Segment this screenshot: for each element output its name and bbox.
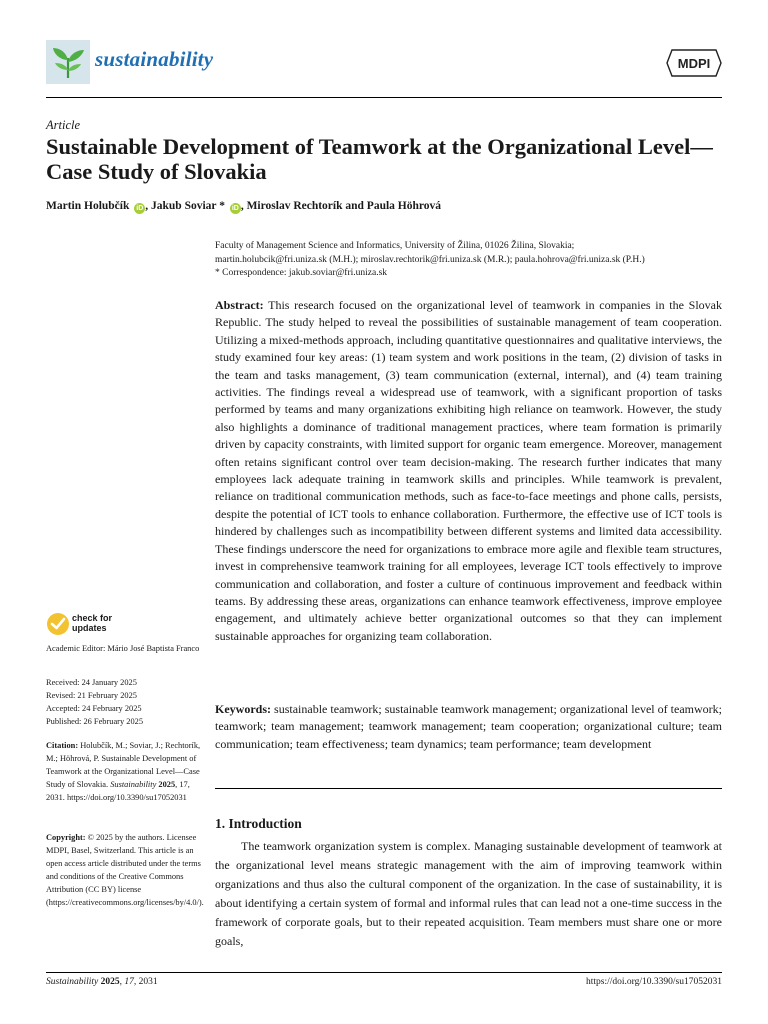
author-name[interactable]: Jakub Soviar *	[151, 200, 225, 212]
date-accepted: Accepted: 24 February 2025	[46, 704, 142, 713]
keywords	[215, 701, 722, 753]
keywords-text: sustainable teamwork; sustainable teamwork management; organizational level of teamwork; teamwork; team management; teamwork management; team cooperation; organizational culture; team communication; team effectiveness; team dynamics; team performance; team development	[215, 702, 722, 751]
publication-dates	[46, 676, 206, 728]
orcid-icon[interactable]: iD	[231, 205, 239, 212]
abstract-label: Abstract:	[215, 298, 264, 312]
abstract-text: This research focused on the organizational level of teamwork in companies in the Slovak Republic. The study helped to reveal the possibilities of sustainable management of team cooperation. Utilizing a mixed-methods approach, including quantitative questionnaires and qualitative interviews, the study examined four key areas: (1) team system and work positions in the team, (2) division of tasks in the team and tasks management, (3) team communication (external, internal), and (4) team training activities. The findings reveal a widespread use of teamwork, with a significant proportion of tasks performed by teams and many organizations exhibiting high reliance on teamwork. However, the study also highlights a dominance of traditional management practices, where team formation is primarily driven by capacity constraints, with limited support for organic team emergence. Moreover, management often retains significant control over team decision-making. The research further indicates that many employees lack adequate training in teamwork skills and principles. While teamwork is prevalent, reliance on traditional communication methods, such as face-to-face meetings and phone calls, persists, despite the potential of ICT tools to enhance collaboration. Furthermore, the effective use of ICT tools is hindered by challenges such as incompatibility between different systems and limited data accessibility. These findings underscore the need for organizations to embrace more agile and flexible team structures, invest in comprehensive teamwork training for all employees, leverage ICT tools effectively to improve communication and collaboration, and foster a culture of continuous improvement and feedback within teams. By addressing these areas, organizations can enhance teamwork effectiveness, improve employee engagement, and ultimately achieve better organizational outcomes so that they can implement sustainable approaches for organizing team collaboration.	[215, 298, 722, 643]
author-name[interactable]: Miroslav Rechtorík and Paula Höhrová	[246, 200, 442, 212]
keywords-label: Keywords:	[215, 702, 271, 716]
affiliation-line: Faculty of Management Science and Informatics, University of Žilina, 01026 Žilina, Slovakia;	[215, 241, 575, 251]
date-received: Received: 24 January 2025	[46, 678, 137, 687]
check-line: check for	[72, 613, 113, 623]
copyright-text: © 2025 by the authors. Licensee MDPI, Basel, Switzerland. This article is an open access article distributed under the terms and conditions of the Creative Commons Attribution (CC BY) license (https://creativecommons.org/licenses/by/4.0/).	[46, 833, 204, 907]
footer-year: 2025	[100, 977, 120, 987]
date-revised: Revised: 21 February 2025	[46, 691, 137, 700]
header-rule	[46, 97, 722, 98]
citation-text: Holubčík, M.; Soviar, J.; Rechtorík, M.; Höhrová, P. Sustainable Development of Teamwork at the Organizational Level—Case Study of Slovakia.	[46, 741, 201, 789]
check-for-updates-button[interactable]	[46, 612, 166, 638]
intro-paragraph: The teamwork organization system is complex. Managing sustainable development of teamwork at the organizational level means strategic management with the aim of improving teamwork within organizations and thus also the cultural component of the organization. In the case of sustainability, it is about identifying a certain system of formal and informal rules that can lead not a one-time success in the framework of corporate goals, but to their repeated acquisition. Team members must share one or more goals,	[215, 839, 722, 948]
academic-editor: Academic Editor: Mário José Baptista Franco	[46, 644, 200, 653]
citation-year: 2025	[158, 780, 176, 789]
footer-rule	[46, 972, 722, 973]
copyright	[46, 831, 206, 909]
affiliation	[215, 240, 725, 281]
orcid-icon[interactable]: iD	[136, 205, 144, 212]
correspondence: * Correspondence: jakub.soviar@fri.uniza.sk	[215, 268, 388, 278]
check-for-updates-label	[72, 614, 112, 633]
affiliation-emails: martin.holubcik@fri.uniza.sk (M.H.); miroslav.rechtorik@fri.uniza.sk (M.R.); paula.hohrova@fri.uniza.sk (P.H.)	[215, 254, 645, 265]
date-published: Published: 26 February 2025	[46, 717, 144, 726]
sustainability-logo-icon	[46, 40, 90, 84]
footer-journal: Sustainability	[46, 977, 99, 987]
section-heading: 1. Introduction	[215, 816, 302, 831]
svg-text:MDPI: MDPI	[677, 56, 711, 71]
footer-journal-citation: Sustainability 2025, 17, 2031	[46, 977, 158, 987]
footer-doi-link[interactable]: https://doi.org/10.3390/su17052031	[585, 977, 722, 987]
copyright-label: Copyright:	[46, 833, 86, 842]
footer-article-number: , 2031	[133, 977, 158, 987]
article-title: Sustainable Development of Teamwork at the Organizational Level—Case Study of Slovakia	[46, 134, 713, 184]
article-type: Article	[46, 118, 81, 132]
footer-volume: 17	[124, 977, 134, 987]
abstract	[215, 297, 722, 645]
section-rule	[215, 788, 722, 789]
journal-name: sustainability	[95, 47, 214, 71]
check-for-updates-icon	[46, 612, 70, 636]
citation-label: Citation:	[46, 741, 79, 750]
mdpi-logo-icon	[666, 48, 722, 78]
author-separator: ,	[145, 200, 152, 212]
citation-journal: Sustainability	[110, 780, 157, 789]
check-line: updates	[72, 622, 107, 633]
author-name[interactable]: Martin Holubčík	[46, 200, 130, 212]
citation	[46, 739, 206, 804]
citation-doi[interactable]: , 17, 2031. https://doi.org/10.3390/su17052031	[46, 780, 190, 802]
author-list	[46, 200, 441, 214]
author-separator: ,	[240, 200, 247, 212]
